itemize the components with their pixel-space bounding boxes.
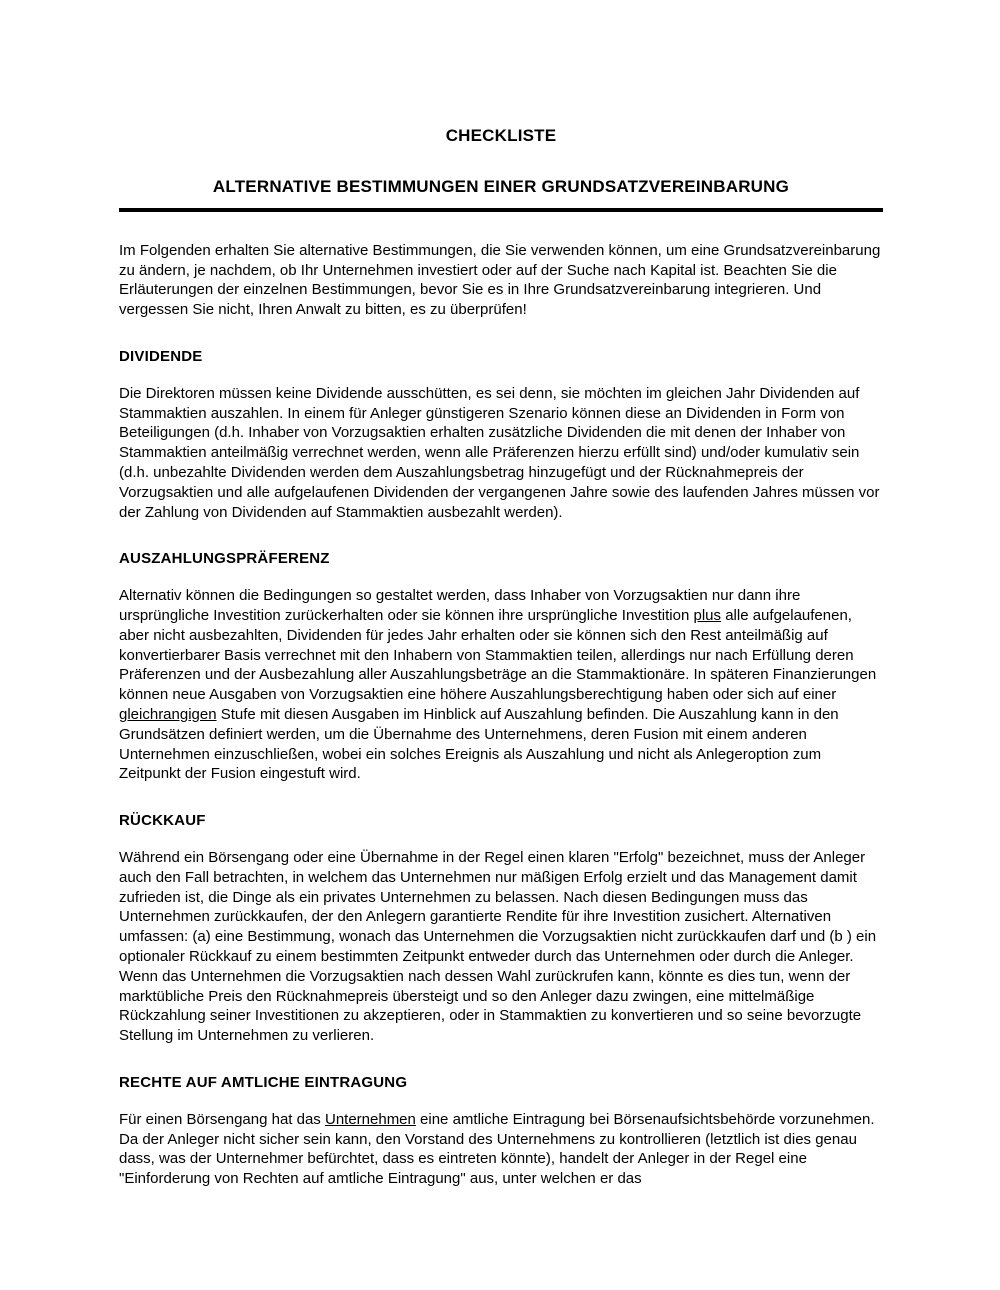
section-heading: RECHTE AUF AMTLICHE EINTRAGUNG: [119, 1073, 408, 1091]
paragraph-text: Die Direktoren müssen keine Dividende ausschütten, es sei denn, sie möchten im gleichen Jahr Dividenden auf Stammaktien auszahlen. In einem für Anleger günstigeren Szenario können diese an Dividenden in Form von Beteiligungen (d.h. Inhaber von Vorzugsaktien erhalten zusätzliche Dividenden die mit denen der Inhaber von Stammaktien anteilmäßig verrechnet werden, wenn alle Präferenzen hierzu erfüllt sind) und/oder kumulativ sein (d.h. unbezahlte Dividenden werden dem Auszahlungsbetrag hinzugefügt und der Rücknahmepreis der Vorzugsaktien und alle aufgelaufenen Dividenden der vergangenen Jahre sowie des laufenden Jahres müssen vor der Zahlung von Dividenden auf Stammaktien ausbezahlt werden).: [119, 384, 880, 521]
section-paragraph: [119, 1110, 883, 1189]
section-heading: DIVIDENDE: [119, 348, 203, 366]
paragraph-text: Alternativ können die Bedingungen so gestaltet werden, dass Inhaber von Vorzugsaktien nur dann ihre ursprüngliche Investition zurückerhalten oder sie können ihre ursprüngliche Investition: [119, 587, 801, 625]
section-paragraph: [119, 848, 883, 1046]
document-title: CHECKLISTE: [445, 126, 557, 145]
section-paragraph: [119, 384, 883, 523]
underlined-term: plus: [693, 607, 722, 625]
paragraph-text: eine amtliche Eintragung bei Börsenaufsichtsbehörde vorzunehmen. Da der Anleger nicht sicher sein kann, den Vorstand des Unternehmens zu kontrollieren (letztlich ist dies genau dass, was der Unternehmer befürchtet, dass es eintreten könnte), handelt der Anleger in der Regel eine "Einforderung von Rechten auf amtliche Eintragung" aus, unter welchen er das: [119, 1110, 875, 1188]
paragraph-text: Während ein Börsengang oder eine Übernahme in der Regel einen klaren "Erfolg" bezeichnet, muss der Anleger auch den Fall betrachten, in welchem das Unternehmen nur mäßigen Erfolg erzielt und das Management damit zufrieden ist, die Dinge als ein privates Unternehmen zu belassen. Nach diesen Bedingungen muss das Unternehmen zurückkaufen, der den Anlegern garantierte Rendite für ihre Investition zusichert. Alternativen umfassen: (a) eine Bestimmung, wonach das Unternehmen die Vorzugsaktien nicht zurückkaufen darf und (b ) ein optionaler Rückkauf zu einem bestimmten Zeitpunkt entweder durch das Unternehmen oder durch die Anleger. Wenn das Unternehmen die Vorzugsaktien nach dessen Wahl zurückrufen kann, könnte es dies tun, wenn der marktübliche Preis den Rücknahmepreis übersteigt und so den Anleger dazu zwingen, eine mittelmäßige Rückzahlung seiner Investitionen zu akzeptieren, oder in Stammaktien zu konvertieren und so seine bevorzugte Stellung im Unternehmen zu verlieren.: [119, 849, 877, 1045]
section-heading: AUSZAHLUNGSPRÄFERENZ: [119, 550, 330, 568]
underlined-term: gleichrangigen: [119, 706, 217, 724]
intro-paragraph: Im Folgenden erhalten Sie alternative Bestimmungen, die Sie verwenden können, um eine Grundsatzvereinbarung zu ändern, je nachdem, ob Ihr Unternehmen investiert oder auf der Suche nach Kapital ist. Beachten Sie die Erläuterungen der einzelnen Bestimmungen, bevor Sie es in Ihre Grundsatzvereinbarung integrieren. Und vergessen Sie nicht, Ihren Anwalt zu bitten, es zu überprüfen!: [119, 241, 881, 319]
sections-container: [119, 347, 883, 1189]
document-subtitle: ALTERNATIVE BESTIMMUNGEN EINER GRUNDSATZVEREINBARUNG: [212, 177, 790, 197]
title-rule: [119, 208, 883, 212]
paragraph-text: alle aufgelaufenen, aber nicht ausbezahlten, Dividenden für jedes Jahr erhalten oder sie können sich den Rest anteilmäßig auf konvertierbarer Basis verrechnet mit den Inhabern von Stammaktien teilen, allerdings nur nach Erfüllung deren Präferenzen und der Ausbezahlung aller Auszahlungsbeträge an die Stammaktionäre. In späteren Finanzierungen können neue Ausgaben von Vorzugsaktien eine höhere Auszahlungsberechtigung haben oder sich auf einer: [119, 607, 877, 704]
paragraph-text: Für einen Börsengang hat das: [119, 1110, 325, 1128]
section-paragraph: [119, 586, 883, 784]
section-heading: RÜCKKAUF: [119, 812, 206, 830]
underlined-term: Unternehmen: [324, 1110, 416, 1128]
paragraph-text: Stufe mit diesen Ausgaben im Hinblick auf Auszahlung befinden. Die Auszahlung kann in den Grundsätzen definiert werden, um die Übernahme des Unternehmens, deren Fusion mit einem anderen Unternehmen einzuschließen, wobei ein solches Ereignis als Auszahlung und nicht als Anlegeroption zum Zeitpunkt der Fusion eingestuft wird.: [119, 706, 839, 783]
